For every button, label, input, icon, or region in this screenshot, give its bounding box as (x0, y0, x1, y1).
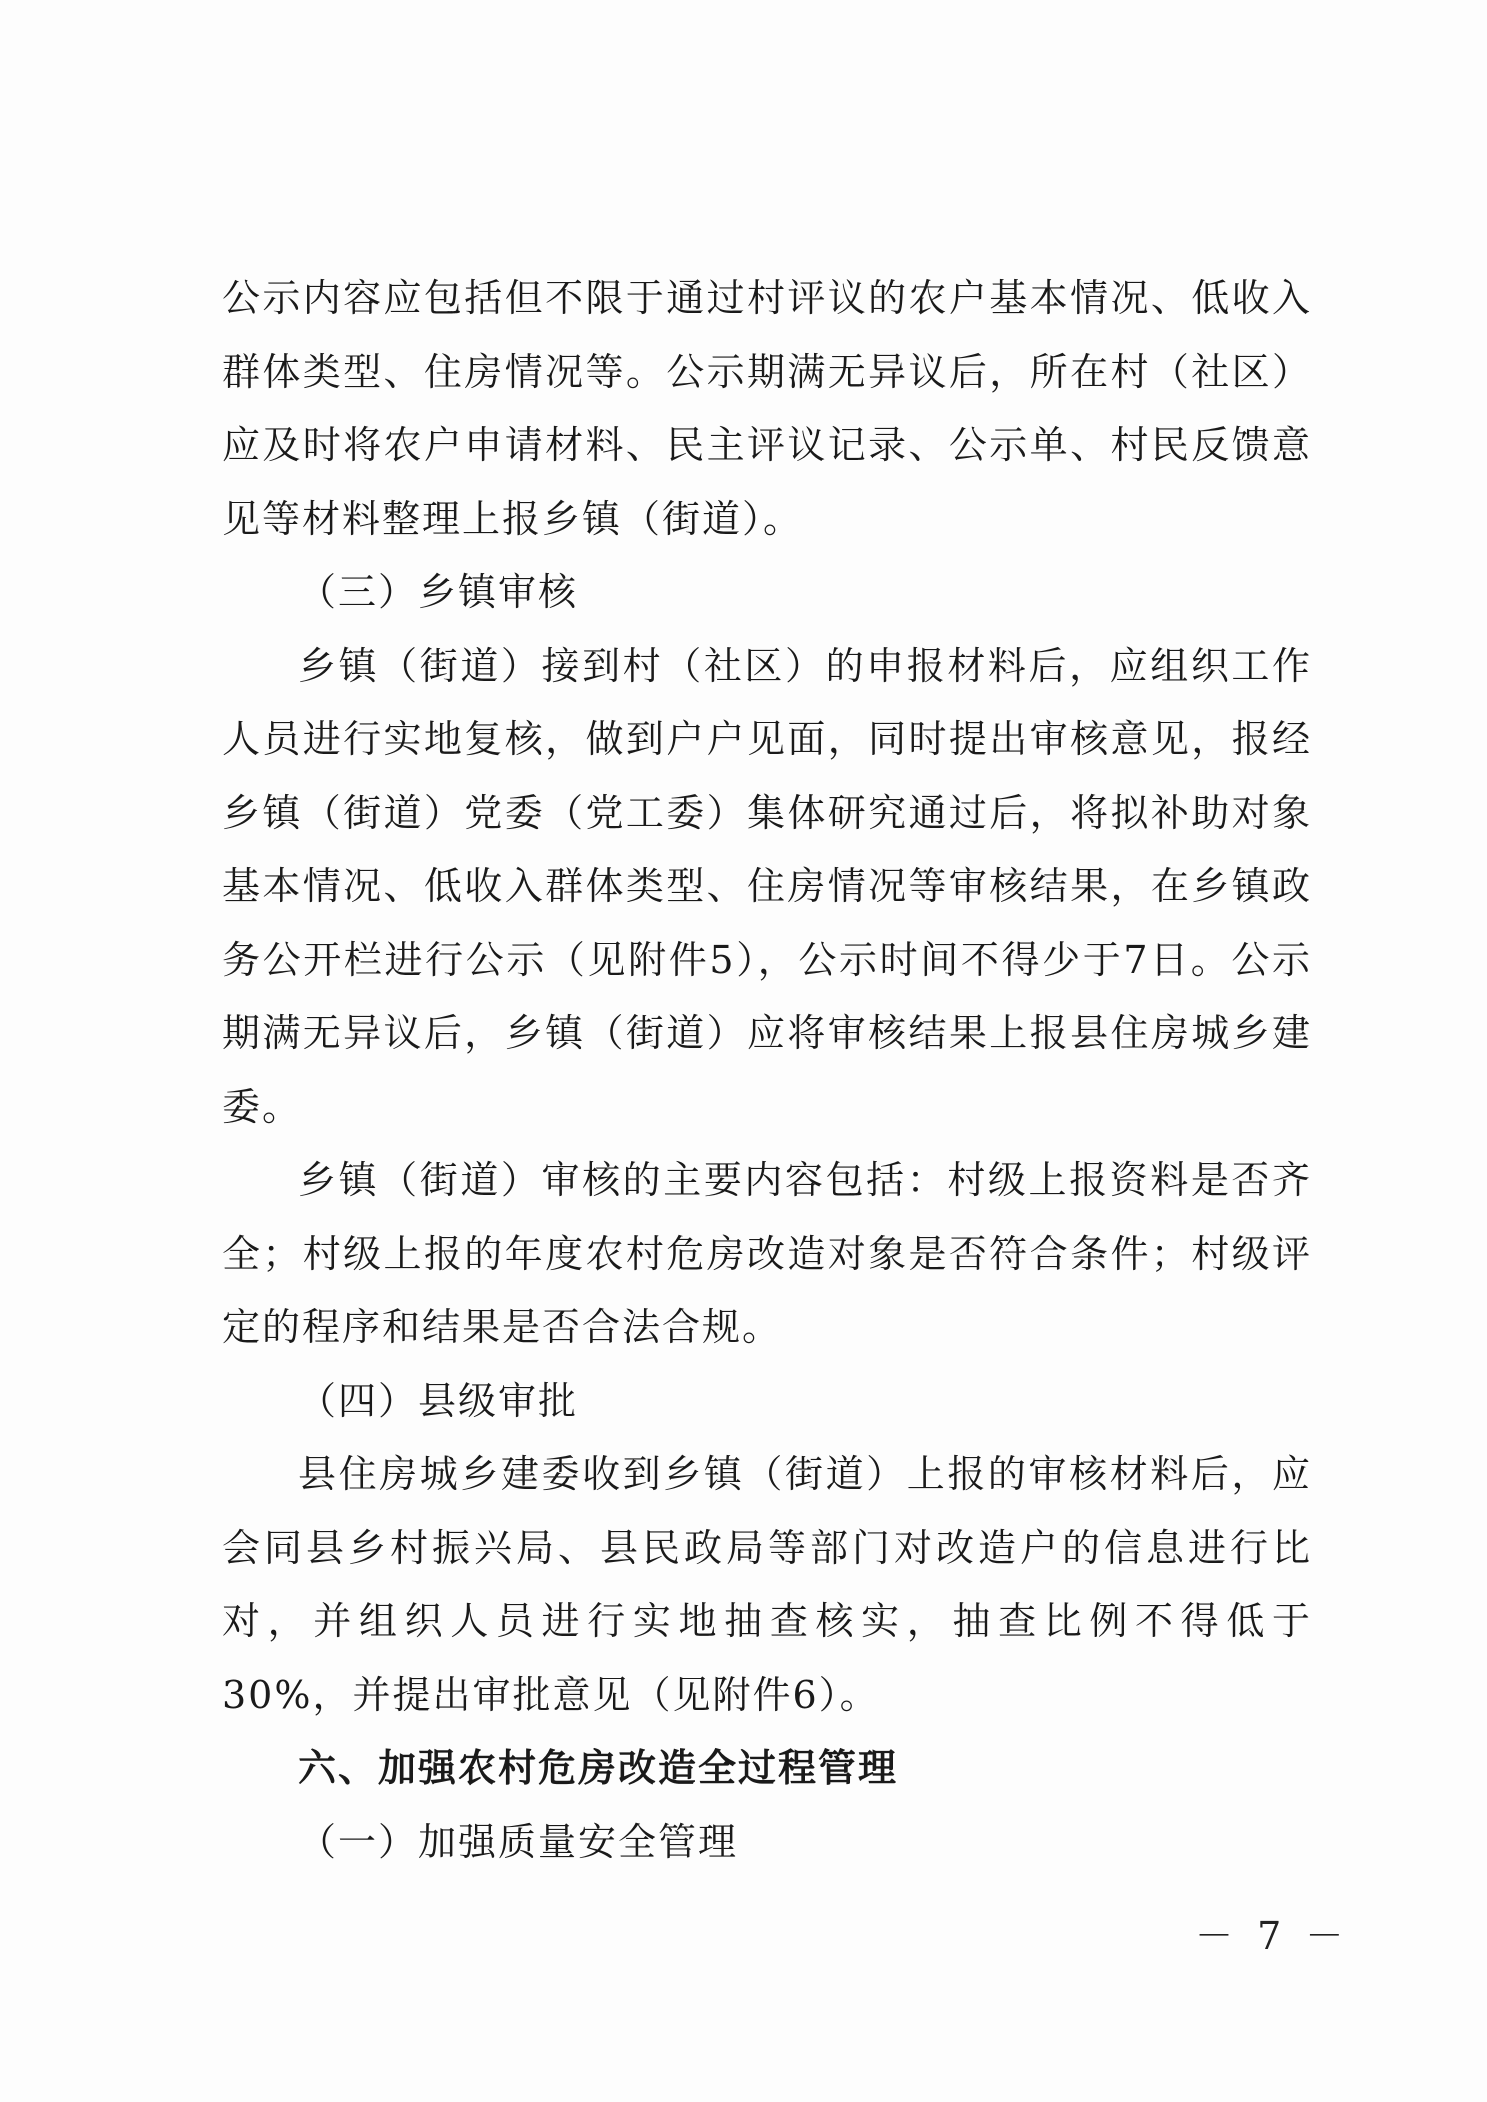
document-body (222, 262, 1312, 1879)
subheading-township-review: （三）乡镇审核 (298, 570, 579, 614)
paragraph-township-review: 乡镇（街道）接到村（社区）的申报材料后，应组织工作人员进行实地复核，做到户户见面，同时提出审核意见，报经乡镇（街道）党委（党工委）集体研究通过后，将拟补助对象基本情况、低收入群体类型、住房情况等审核结果，在乡镇政务公开栏进行公示（见附件5），公示时间不得少于7日。公示期满无异议后，乡镇（街道）应将审核结果上报县住房城乡建委。 (222, 643, 1312, 1129)
subheading-county-approval: （四）县级审批 (298, 1378, 579, 1423)
subheading-quality-safety: （一）加强质量安全管理 (298, 1819, 739, 1864)
paragraph-county-approval: 县住房城乡建委收到乡镇（街道）上报的审核材料后，应会同县乡村振兴局、县民政局等部门对改造户的信息进行比对，并组织人员进行实地抽查核实，抽查比例不得低于30%，并提出审批意见（见附件6）。 (222, 1452, 1312, 1717)
paragraph-publicity-content: 公示内容应包括但不限于通过村评议的农户基本情况、低收入群体类型、住房情况等。公示期满无异议后，所在村（社区）应及时将农户申请材料、民主评议记录、公示单、村民反馈意见等材料整理上报乡镇（街道）。 (222, 276, 1312, 541)
paragraph-review-content: 乡镇（街道）审核的主要内容包括：村级上报资料是否齐全；村级上报的年度农村危房改造对象是否符合条件；村级评定的程序和结果是否合法合规。 (222, 1158, 1312, 1349)
section-heading-process-management: 六、加强农村危房改造全过程管理 (298, 1746, 899, 1790)
page-number: － 7 － (1195, 1914, 1350, 1958)
